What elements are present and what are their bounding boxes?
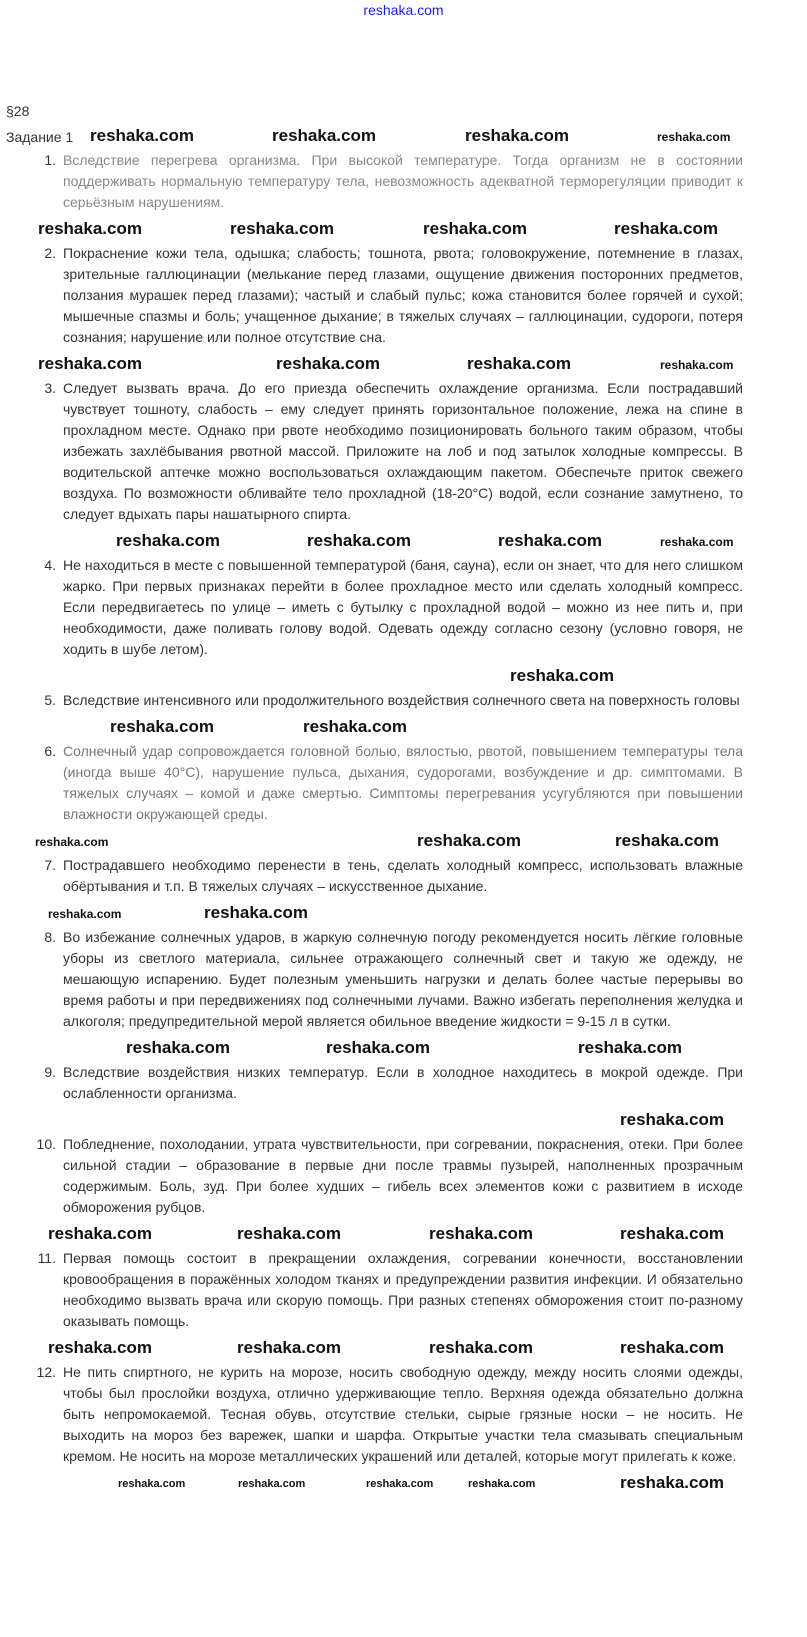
item-text: Первая помощь состоит в прекращении охлаждения, согревании конечности, восстановлении кровообращения в поражённых холодом тканях и предупреждении развития инфекции. И обязательно необходимо вызвать врача или скорую помощь. При разных степенях обморожения стоит по-разному оказывать помощь. [63,1250,743,1329]
watermark-row [0,1108,807,1132]
watermark: reshaka.com [615,831,719,850]
watermark: reshaka.com [237,1338,341,1357]
watermark: reshaka.com [110,717,214,736]
answer-item [30,243,743,348]
item-number: 11. [37,1250,56,1266]
watermark: reshaka.com [307,531,411,550]
item-number: 10. [36,1136,56,1152]
watermark: reshaka.com [657,130,731,144]
section-number: §28 [6,103,30,119]
answer-item [30,555,743,660]
item-text: Вследствие перегрева организма. При высокой температуре. Тогда организм не в состоянии поддерживать нормальную температуру тела, невозможность адекватной терморегуляции приводит к серьёзным нарушениям. [63,152,743,210]
watermark: reshaka.com [465,126,569,145]
watermark: reshaka.com [417,831,521,850]
watermark: reshaka.com [272,126,376,145]
answer-item [30,1248,743,1332]
watermark: reshaka.com [237,1224,341,1243]
watermark: reshaka.com [303,717,407,736]
watermark: reshaka.com [230,219,334,238]
watermark: reshaka.com [620,1224,724,1243]
watermark: reshaka.com [429,1224,533,1243]
answer-item [30,927,743,1032]
watermark: reshaka.com [118,1478,186,1490]
item-text: Побледнение, похолодании, утрата чувствительности, при согревании, покраснения, отеки. При более сильной стадии – образование в первые дни после травмы пузырей, наполненных прозрачным содержимым. Боль, зуд. При более худших – гибель всех элементов кожи с развитием в исходе обморожения рубцов. [63,1136,743,1215]
watermark: reshaka.com [238,1478,306,1490]
answer-item [30,150,743,213]
answer-item [30,855,743,897]
watermark: reshaka.com [660,358,734,372]
watermark: reshaka.com [423,219,527,238]
watermark-row [0,664,807,688]
item-number: 2. [44,245,56,261]
item-text: Не находиться в месте с повышенной температурой (баня, сауна), если он знает, что для него слишком жарко. При первых признаках перейти в более прохладное место или сделать холодный компресс. Если передвигаетесь по улице – иметь с бутылку с прохладной водой – можно из нее пить и, при необходимости, даже поливать голову водой. Одевать одежду согласно сезону (условно говоря, не ходить в шубе летом). [63,557,743,657]
item-number: 8. [44,929,56,945]
answer-item [30,378,743,525]
watermark-row [0,1471,807,1495]
item-text: Вследствие интенсивного или продолжительного воздействия солнечного света на поверхность головы [63,692,740,708]
site-header-link[interactable]: reshaka.com [363,2,444,18]
watermark-row [0,715,807,739]
watermark: reshaka.com [620,1110,724,1129]
watermark: reshaka.com [276,354,380,373]
watermark: reshaka.com [48,1224,152,1243]
watermark: reshaka.com [326,1038,430,1057]
watermark: reshaka.com [38,219,142,238]
item-number: 5. [44,692,56,708]
item-text: Следует вызвать врача. До его приезда обеспечить охлаждение организма. Если пострадавший чувствует тошноту, слабость – ему следует принять горизонтальное положение, лежа на спине в прохладном месте. Однако при рвоте необходимо позиционировать больного таким образом, чтобы избежать захлёбывания рвотной массой. Приложите на лоб и под затылок холодные компрессы. В водительской аптечке можно воспользоваться охлаждающим пакетом. Обеспечьте приток свежего воздуха. По возможности обливайте тело прохладной (18-20°С) водой, если сознание замутнено, то следует вдыхать пары нашатырного спирта. [63,380,743,522]
item-text: Во избежание солнечных ударов, в жаркую солнечную погоду рекомендуется носить лёгкие головные уборы из светлого материала, сильнее отражающего солнечный свет и такую же одежду, не мешающую испарению. Будет полезным уменьшить нагрузки и делать более частые перерывы во время работы и при передвижениях под солнечными лучами. Важно избегать переполнения желудка и алкоголя; предупредительной мерой является обильное введение жидкости = 9-15 л в сутки. [63,929,743,1029]
item-number: 9. [44,1064,56,1080]
watermark-row [0,901,807,925]
item-number: 12. [36,1364,56,1380]
watermark: reshaka.com [510,666,614,685]
item-number: 3. [44,380,56,396]
watermark: reshaka.com [468,1478,536,1490]
watermark: reshaka.com [35,835,109,849]
watermark-row [0,529,807,553]
watermark: reshaka.com [620,1473,724,1492]
item-number: 1. [44,152,56,168]
watermark-row [0,1336,807,1360]
watermark-row [0,124,807,148]
answer-item [30,741,743,825]
item-text: Солнечный удар сопровождается головной болью, вялостью, рвотой, повышением температуры тела (иногда выше 40°С), нарушение пульса, дыхания, судорогами, возбуждение и др. симптомами. В тяжелых случаях – комой и даже смертью. Симптомы перегревания усугубляются при повышении влажности окружающей среды. [63,743,743,822]
watermark: reshaka.com [116,531,220,550]
watermark-row [0,217,807,241]
item-number: 6. [44,743,56,759]
watermark: reshaka.com [90,126,194,145]
watermark: reshaka.com [126,1038,230,1057]
answer-item [30,1362,743,1467]
watermark: reshaka.com [48,907,122,921]
watermark: reshaka.com [498,531,602,550]
watermark: reshaka.com [38,354,142,373]
watermark-row [0,1036,807,1060]
watermark: reshaka.com [614,219,718,238]
answer-item [30,690,743,711]
watermark: reshaka.com [429,1338,533,1357]
item-number: 4. [44,557,56,573]
watermark: reshaka.com [48,1338,152,1357]
answer-item [30,1062,743,1104]
item-text: Не пить спиртного, не курить на морозе, носить свободную одежду, между носить слоями одежды, чтобы был прослойки воздуха, отлично удерживающие тепло. Верхняя одежда обязательно должна быть непромокаемой. Тесная обувь, отсутствие стельки, сырые грязные носки – не носить. Не выходить на мороз без варежек, шапки и шарфа. Открытые участки тела смазывать специальным кремом. Не носить на морозе металлических украшений или деталей, которые могут прилегать к коже. [63,1364,743,1464]
item-text: Вследствие воздействия низких температур. Если в холодное находитесь в мокрой одежде. При ослабленности организма. [63,1064,743,1101]
watermark: reshaka.com [620,1338,724,1357]
watermark: reshaka.com [578,1038,682,1057]
item-text: Пострадавшего необходимо перенести в тень, сделать холодный компресс, использовать влажные обёртывания и т.п. В тяжелых случаях – искусственное дыхание. [63,857,743,894]
task-heading: Задание 1 [6,129,74,145]
answer-item [30,1134,743,1218]
item-text: Покраснение кожи тела, одышка; слабость; тошнота, рвота; головокружение, потемнение в глазах, зрительные галлюцинации (мелькание перед глазами, ощущение движения посторонних предметов, ползания мурашек перед глазами); частый и слабый пульс; кожа становится более горячей и сухой; мышечные спазмы и боль; учащенное дыхание; в тяжелых случаях – галлюцинации, судороги, потеря сознания; нарушение или полное отсутствие сна. [63,245,743,345]
item-number: 7. [44,857,56,873]
watermark: reshaka.com [467,354,571,373]
watermark: reshaka.com [204,903,308,922]
watermark: reshaka.com [660,535,734,549]
watermark-row [0,352,807,376]
watermark: reshaka.com [366,1478,434,1490]
watermark-row [0,829,807,853]
watermark-row [0,1222,807,1246]
